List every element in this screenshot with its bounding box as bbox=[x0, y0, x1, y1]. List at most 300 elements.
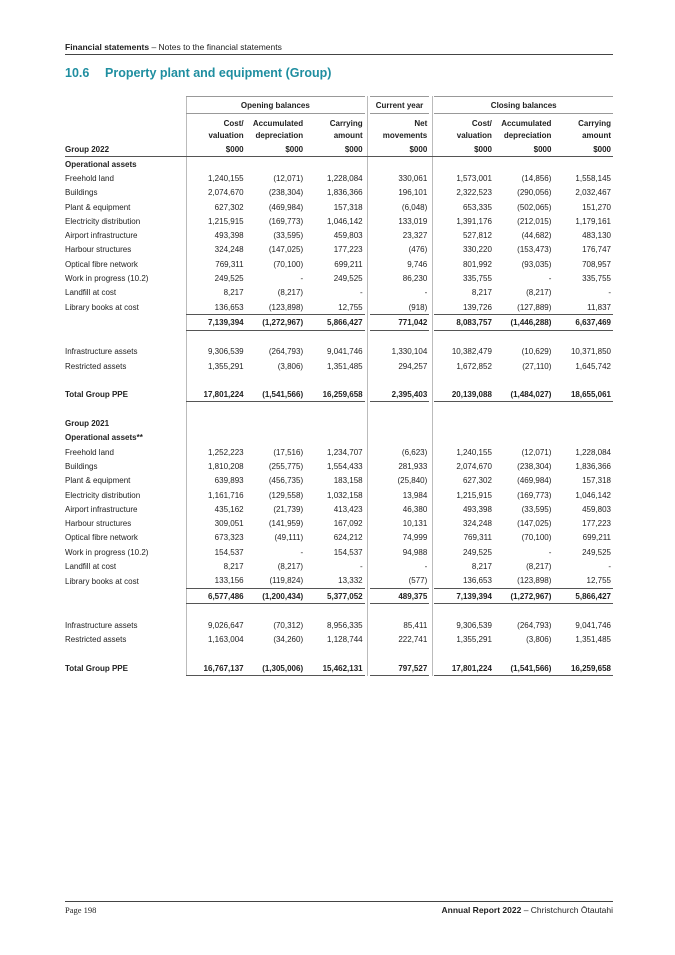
row-label: Optical fibre network bbox=[65, 259, 138, 269]
cell-value: 483,130 bbox=[582, 231, 611, 241]
cell-value: 801,992 bbox=[462, 259, 492, 269]
ppe-table bbox=[65, 96, 613, 690]
row-label: Electricity distribution bbox=[65, 216, 141, 226]
cell-value: (264,793) bbox=[268, 347, 304, 357]
cell-value: (70,312) bbox=[273, 620, 304, 630]
cell-value: (1,484,027) bbox=[494, 387, 554, 402]
cell-value: 1,240,155 bbox=[208, 173, 244, 183]
cell-value: 10,371,850 bbox=[570, 347, 611, 357]
cell-value: 183,158 bbox=[333, 476, 363, 486]
unit-label: $000 bbox=[186, 142, 246, 157]
column-header-line: movements bbox=[382, 131, 428, 140]
cell-value: 708,957 bbox=[582, 259, 611, 269]
page-title bbox=[65, 66, 331, 80]
column-header-line: depreciation bbox=[503, 131, 552, 140]
cell-value: 2,032,467 bbox=[575, 188, 611, 198]
cell-value: (255,775) bbox=[268, 461, 304, 471]
title-text: Property plant and equipment (Group) bbox=[105, 66, 332, 80]
cell-value: 9,041,746 bbox=[575, 620, 611, 630]
cell-value: - bbox=[548, 547, 552, 557]
cell-value: 335,755 bbox=[582, 274, 611, 284]
cell-value: 459,803 bbox=[333, 231, 363, 241]
footer-report-title: Annual Report 2022 bbox=[441, 905, 522, 915]
row-label: Library books at cost bbox=[65, 576, 139, 586]
cell-value: (1,200,434) bbox=[246, 589, 306, 604]
cell-value: 493,398 bbox=[214, 231, 244, 241]
cell-value: 699,211 bbox=[334, 259, 363, 269]
cell-value: 85,411 bbox=[403, 620, 428, 630]
cell-value: (290,056) bbox=[517, 188, 552, 198]
subtotal-row bbox=[65, 315, 613, 330]
row-label: Freehold land bbox=[65, 173, 114, 183]
cell-value: 1,554,433 bbox=[327, 461, 363, 471]
running-header bbox=[65, 42, 282, 52]
cell-value: 176,747 bbox=[582, 245, 611, 255]
section-label: Operational assets bbox=[65, 159, 137, 169]
table-row bbox=[65, 214, 613, 228]
row-label bbox=[65, 589, 186, 604]
title-number: 10.6 bbox=[65, 66, 90, 80]
cell-value: (1,541,566) bbox=[246, 387, 306, 402]
cell-value: 222,741 bbox=[398, 635, 428, 645]
row-label: Restricted assets bbox=[65, 361, 127, 371]
subtotal-row bbox=[65, 589, 613, 604]
cell-value: 1,573,001 bbox=[456, 173, 492, 183]
spacer-row bbox=[65, 373, 613, 387]
header-subtitle: – Notes to the financial statements bbox=[149, 42, 282, 52]
table-row bbox=[65, 502, 613, 516]
cell-value: 627,302 bbox=[462, 476, 492, 486]
header-rule bbox=[65, 54, 613, 55]
cell-value: 7,139,394 bbox=[434, 589, 494, 604]
cell-value: (3,806) bbox=[277, 361, 304, 371]
cell-value: 136,653 bbox=[214, 302, 244, 312]
column-header-line: amount bbox=[333, 131, 363, 140]
cell-value: 1,391,176 bbox=[456, 216, 492, 226]
cell-value: (469,984) bbox=[517, 476, 552, 486]
column-header-line: Net bbox=[414, 119, 428, 128]
cell-value: 1,351,485 bbox=[575, 635, 611, 645]
cell-value: (27,110) bbox=[522, 361, 552, 371]
cell-value: 1,228,084 bbox=[575, 447, 611, 457]
cell-value: 335,755 bbox=[462, 274, 492, 284]
row-label bbox=[65, 315, 186, 330]
cell-value: 1,836,366 bbox=[575, 461, 611, 471]
row-label: Landfill at cost bbox=[65, 562, 117, 572]
row-label: Total Group PPE bbox=[65, 663, 128, 673]
row-label: Optical fibre network bbox=[65, 533, 138, 543]
cell-value: (212,015) bbox=[517, 216, 552, 226]
column-header-line: Accumulated bbox=[501, 119, 552, 128]
group-header-closing: Closing balances bbox=[434, 97, 613, 114]
cell-value: - bbox=[608, 288, 611, 298]
row-label: Infrastructure assets bbox=[65, 347, 138, 357]
cell-value: 17,801,224 bbox=[186, 387, 246, 402]
header-section: Financial statements bbox=[65, 42, 150, 52]
column-header-line: Carrying bbox=[578, 119, 611, 128]
row-label: Plant & equipment bbox=[65, 476, 131, 486]
cell-value: (141,959) bbox=[268, 519, 304, 529]
cell-value: 6,577,486 bbox=[186, 589, 246, 604]
column-header-line: valuation bbox=[208, 131, 244, 140]
column-header-line: amount bbox=[582, 131, 611, 140]
cell-value: 1,046,142 bbox=[575, 490, 611, 500]
cell-value: - bbox=[424, 562, 428, 572]
cell-value: 8,217 bbox=[471, 288, 492, 298]
cell-value: (238,304) bbox=[517, 461, 552, 471]
cell-value: (6,048) bbox=[401, 202, 428, 212]
cell-value: (1,272,967) bbox=[246, 315, 306, 330]
unit-row bbox=[65, 142, 613, 157]
column-header-cost bbox=[434, 114, 494, 143]
cell-value: (1,305,006) bbox=[246, 661, 306, 676]
cell-value: 1,252,223 bbox=[208, 447, 244, 457]
cell-value: 249,525 bbox=[582, 547, 611, 557]
cell-value: 139,726 bbox=[462, 302, 492, 312]
row-label: Airport infrastructure bbox=[65, 504, 138, 514]
cell-value: 17,801,224 bbox=[434, 661, 494, 676]
cell-value: 5,866,427 bbox=[305, 315, 365, 330]
cell-value: 6,637,469 bbox=[553, 315, 613, 330]
table-row bbox=[65, 545, 613, 559]
cell-value: 8,217 bbox=[471, 562, 492, 572]
cell-value: - bbox=[300, 274, 304, 284]
cell-value: 133,019 bbox=[398, 216, 428, 226]
column-header-line: valuation bbox=[456, 131, 492, 140]
row-label: Library books at cost bbox=[65, 302, 139, 312]
cell-value: (264,793) bbox=[517, 620, 552, 630]
cell-value: (6,623) bbox=[401, 447, 428, 457]
cell-value: 136,653 bbox=[462, 576, 492, 586]
table-row bbox=[65, 531, 613, 545]
cell-value: 13,332 bbox=[338, 576, 363, 586]
footer-org: – Christchurch Ōtautahi bbox=[521, 905, 613, 915]
column-header-carrying bbox=[553, 114, 613, 143]
cell-value: 154,537 bbox=[214, 547, 244, 557]
table-row bbox=[65, 243, 613, 257]
cell-value: 1,215,915 bbox=[208, 216, 244, 226]
cell-value: (49,111) bbox=[274, 533, 304, 543]
cell-value: (456,735) bbox=[268, 476, 304, 486]
cell-value: - bbox=[359, 288, 363, 298]
cell-value: 9,041,746 bbox=[327, 347, 363, 357]
cell-value: 20,139,088 bbox=[434, 387, 494, 402]
unit-label: $000 bbox=[246, 142, 306, 157]
cell-value: (147,025) bbox=[517, 519, 552, 529]
unit-label: $000 bbox=[305, 142, 365, 157]
table-row bbox=[65, 474, 613, 488]
cell-value: 16,259,658 bbox=[305, 387, 365, 402]
cell-value: (169,773) bbox=[517, 490, 552, 500]
cell-value: 1,215,915 bbox=[456, 490, 492, 500]
cell-value: (153,473) bbox=[517, 245, 552, 255]
group-header-current: Current year bbox=[370, 97, 430, 114]
cell-value: 86,230 bbox=[402, 274, 428, 284]
row-label: Electricity distribution bbox=[65, 490, 141, 500]
cell-value: (502,065) bbox=[517, 202, 552, 212]
cell-value: 9,746 bbox=[407, 259, 428, 269]
row-label: Plant & equipment bbox=[65, 202, 131, 212]
cell-value: 639,893 bbox=[214, 476, 244, 486]
total-row bbox=[65, 661, 613, 676]
cell-value: 12,755 bbox=[586, 576, 611, 586]
spacer-row bbox=[65, 330, 613, 345]
column-header-accum bbox=[246, 114, 306, 143]
cell-value: 324,248 bbox=[462, 519, 492, 529]
cell-value: 9,306,539 bbox=[208, 347, 244, 357]
column-header-accum bbox=[494, 114, 554, 143]
column-header-line: Accumulated bbox=[252, 119, 304, 128]
cell-value: 435,162 bbox=[214, 504, 244, 514]
cell-value: 157,318 bbox=[333, 202, 363, 212]
cell-value: (147,025) bbox=[268, 245, 304, 255]
cell-value: 1,163,004 bbox=[208, 635, 244, 645]
cell-value: 10,382,479 bbox=[451, 347, 492, 357]
cell-value: (169,773) bbox=[268, 216, 304, 226]
cell-value: 1,240,155 bbox=[456, 447, 492, 457]
cell-value: 1,672,852 bbox=[456, 361, 492, 371]
cell-value: - bbox=[359, 562, 363, 572]
cell-value: (123,898) bbox=[268, 302, 304, 312]
table-row bbox=[65, 286, 613, 300]
column-header-line: Cost/ bbox=[471, 119, 492, 128]
cell-value: 167,092 bbox=[333, 519, 363, 529]
cell-value: (8,217) bbox=[526, 562, 552, 572]
cell-value: (70,100) bbox=[273, 259, 304, 269]
cell-value: 627,302 bbox=[214, 202, 244, 212]
cell-value: - bbox=[548, 274, 552, 284]
table-row bbox=[65, 517, 613, 531]
cell-value: 1,032,158 bbox=[327, 490, 363, 500]
cell-value: 177,223 bbox=[582, 519, 611, 529]
cell-value: 769,311 bbox=[463, 533, 492, 543]
cell-value: 2,395,403 bbox=[370, 387, 430, 402]
row-label: Work in progress (10.2) bbox=[65, 547, 149, 557]
group-header-opening: Opening balances bbox=[186, 97, 365, 114]
cell-value: (14,856) bbox=[521, 173, 552, 183]
cell-value: 653,335 bbox=[462, 202, 492, 212]
cell-value: 699,211 bbox=[582, 533, 611, 543]
cell-value: 1,645,742 bbox=[575, 361, 611, 371]
cell-value: 151,270 bbox=[582, 202, 611, 212]
cell-value: 1,161,716 bbox=[208, 490, 244, 500]
cell-value: 5,377,052 bbox=[305, 589, 365, 604]
cell-value: 9,306,539 bbox=[456, 620, 492, 630]
cell-value: (25,840) bbox=[397, 476, 428, 486]
cell-value: 10,131 bbox=[402, 519, 428, 529]
row-label: Restricted assets bbox=[65, 635, 127, 645]
page-number: Page 198 bbox=[65, 905, 97, 915]
footer-report bbox=[442, 905, 613, 915]
section-row bbox=[65, 431, 613, 445]
cell-value: 489,375 bbox=[370, 589, 430, 604]
cell-value: 1,836,366 bbox=[327, 188, 363, 198]
cell-value: 2,322,523 bbox=[456, 188, 492, 198]
cell-value: - bbox=[300, 547, 304, 557]
column-header-line: Cost/ bbox=[223, 119, 244, 128]
cell-value: (8,217) bbox=[526, 288, 552, 298]
row-label: Buildings bbox=[65, 461, 98, 471]
cell-value: (238,304) bbox=[268, 188, 304, 198]
cell-value: (1,541,566) bbox=[494, 661, 554, 676]
cell-value: 673,323 bbox=[214, 533, 244, 543]
spacer-row bbox=[65, 647, 613, 661]
row-label: Landfill at cost bbox=[65, 288, 117, 298]
row-label: Buildings bbox=[65, 188, 98, 198]
cell-value: 1,351,485 bbox=[327, 361, 363, 371]
cell-value: 16,767,137 bbox=[186, 661, 246, 676]
cell-value: 154,537 bbox=[333, 547, 363, 557]
cell-value: 330,220 bbox=[462, 245, 492, 255]
cell-value: 1,046,142 bbox=[327, 216, 363, 226]
cell-value: (12,071) bbox=[273, 173, 304, 183]
column-header-carrying bbox=[305, 114, 365, 143]
table-row bbox=[65, 633, 613, 647]
cell-value: 493,398 bbox=[462, 504, 492, 514]
cell-value: (1,272,967) bbox=[494, 589, 554, 604]
cell-value: 1,128,744 bbox=[327, 635, 363, 645]
group-label-row bbox=[65, 416, 613, 430]
cell-value: 527,812 bbox=[462, 231, 492, 241]
cell-value: 94,988 bbox=[402, 547, 428, 557]
cell-value: 281,933 bbox=[398, 461, 428, 471]
total-row bbox=[65, 387, 613, 402]
cell-value: (34,260) bbox=[273, 635, 304, 645]
footer-rule bbox=[65, 901, 613, 902]
spacer-row bbox=[65, 676, 613, 691]
cell-value: 771,042 bbox=[370, 315, 430, 330]
cell-value: 1,810,208 bbox=[208, 461, 244, 471]
cell-value: (127,889) bbox=[517, 302, 552, 312]
cell-value: (123,898) bbox=[517, 576, 552, 586]
cell-value: (12,071) bbox=[521, 447, 552, 457]
cell-value: 459,803 bbox=[582, 504, 611, 514]
cell-value: - bbox=[608, 562, 611, 572]
cell-value: 2,074,670 bbox=[208, 188, 244, 198]
cell-value: (476) bbox=[408, 245, 428, 255]
cell-value: - bbox=[424, 288, 428, 298]
cell-value: 196,101 bbox=[398, 188, 428, 198]
unit-label: $000 bbox=[494, 142, 554, 157]
table-row bbox=[65, 271, 613, 285]
cell-value: 2,074,670 bbox=[456, 461, 492, 471]
cell-value: 13,984 bbox=[402, 490, 428, 500]
cell-value: (33,595) bbox=[273, 231, 304, 241]
cell-value: (10,629) bbox=[521, 347, 552, 357]
spacer-row bbox=[65, 604, 613, 619]
cell-value: 8,217 bbox=[223, 562, 244, 572]
cell-value: (8,217) bbox=[277, 562, 304, 572]
cell-value: (469,984) bbox=[268, 202, 304, 212]
row-label: Total Group PPE bbox=[65, 390, 128, 400]
cell-value: 46,380 bbox=[402, 504, 428, 514]
row-label: Work in progress (10.2) bbox=[65, 274, 149, 284]
table-row bbox=[65, 488, 613, 502]
table-row bbox=[65, 559, 613, 573]
cell-value: 413,423 bbox=[333, 504, 363, 514]
cell-value: (119,824) bbox=[269, 576, 304, 586]
table-row bbox=[65, 228, 613, 242]
section-row bbox=[65, 157, 613, 172]
spacer-row bbox=[65, 402, 613, 417]
section-label: Operational assets** bbox=[65, 433, 143, 443]
cell-value: 133,156 bbox=[214, 576, 244, 586]
group-label: Group 2022 bbox=[65, 142, 186, 157]
cell-value: 249,525 bbox=[333, 274, 363, 284]
row-label: Harbour structures bbox=[65, 245, 132, 255]
unit-label: $000 bbox=[553, 142, 613, 157]
cell-value: 5,866,427 bbox=[553, 589, 613, 604]
cell-value: 177,223 bbox=[333, 245, 363, 255]
cell-value: 309,051 bbox=[214, 519, 244, 529]
cell-value: 74,999 bbox=[402, 533, 428, 543]
cell-value: 18,655,061 bbox=[553, 387, 613, 402]
cell-value: (17,516) bbox=[273, 447, 304, 457]
cell-value: 1,355,291 bbox=[456, 635, 492, 645]
cell-value: 1,355,291 bbox=[208, 361, 244, 371]
section-label: Group 2021 bbox=[65, 419, 110, 429]
table-row bbox=[65, 300, 613, 315]
cell-value: 157,318 bbox=[582, 476, 611, 486]
cell-value: (918) bbox=[408, 302, 428, 312]
cell-value: 330,061 bbox=[398, 173, 428, 183]
cell-value: 9,026,647 bbox=[208, 620, 244, 630]
cell-value: 16,259,658 bbox=[553, 661, 613, 676]
cell-value: 769,311 bbox=[215, 259, 244, 269]
cell-value: (8,217) bbox=[277, 288, 304, 298]
table-row bbox=[65, 186, 613, 200]
cell-value: 15,462,131 bbox=[305, 661, 365, 676]
cell-value: 294,257 bbox=[398, 361, 428, 371]
cell-value: 797,527 bbox=[370, 661, 430, 676]
table-row bbox=[65, 618, 613, 632]
cell-value: 11,837 bbox=[587, 302, 611, 312]
row-label: Freehold land bbox=[65, 447, 114, 457]
cell-value: 12,755 bbox=[338, 302, 363, 312]
table-row bbox=[65, 445, 613, 459]
cell-value: 8,083,757 bbox=[434, 315, 494, 330]
column-header-line: Carrying bbox=[329, 119, 363, 128]
table-row bbox=[65, 359, 613, 373]
cell-value: (3,806) bbox=[526, 635, 552, 645]
column-header-cost bbox=[186, 114, 246, 143]
column-header-line: depreciation bbox=[255, 131, 304, 140]
cell-value: (21,739) bbox=[273, 504, 304, 514]
cell-value: (33,595) bbox=[521, 504, 552, 514]
cell-value: 249,525 bbox=[214, 274, 244, 284]
cell-value: (44,682) bbox=[521, 231, 552, 241]
cell-value: 7,139,394 bbox=[186, 315, 246, 330]
cell-value: 8,217 bbox=[223, 288, 244, 298]
table-row bbox=[65, 459, 613, 473]
row-label: Infrastructure assets bbox=[65, 620, 138, 630]
table-row bbox=[65, 171, 613, 185]
cell-value: 1,558,145 bbox=[575, 173, 611, 183]
cell-value: (1,446,288) bbox=[494, 315, 554, 330]
table-row bbox=[65, 345, 613, 359]
column-header-net bbox=[370, 114, 430, 143]
cell-value: 1,179,161 bbox=[575, 216, 611, 226]
table-row bbox=[65, 200, 613, 214]
cell-value: (70,100) bbox=[521, 533, 552, 543]
unit-label: $000 bbox=[370, 142, 430, 157]
cell-value: (129,558) bbox=[268, 490, 304, 500]
row-label: Harbour structures bbox=[65, 519, 132, 529]
unit-label: $000 bbox=[434, 142, 494, 157]
cell-value: 624,212 bbox=[333, 533, 363, 543]
table-row bbox=[65, 257, 613, 271]
cell-value: 1,234,707 bbox=[327, 447, 363, 457]
